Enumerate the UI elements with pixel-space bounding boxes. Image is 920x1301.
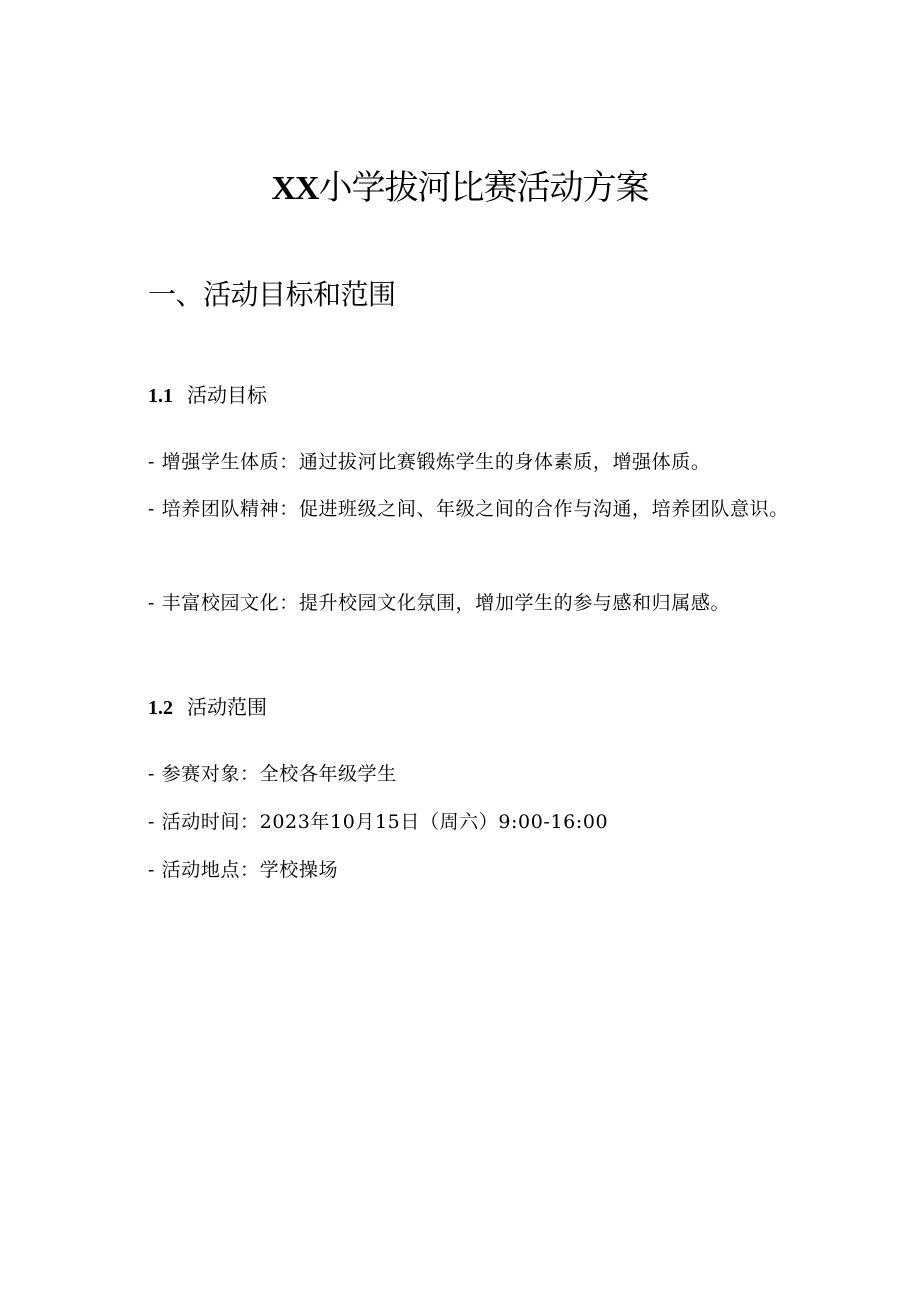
scope-item: - 活动时间：2023年10月15日（周六）9:00-16:00 bbox=[148, 811, 609, 833]
section-heading-1: 一、活动目标和范围 bbox=[148, 278, 396, 311]
subsection-number: 1.1 bbox=[148, 385, 173, 407]
subsection-number: 1.2 bbox=[148, 697, 173, 719]
scope-item: - 参赛对象：全校各年级学生 bbox=[148, 763, 397, 785]
title-prefix: XX bbox=[271, 170, 319, 207]
subsection-heading-1-1 bbox=[148, 380, 267, 411]
scope-item: - 活动地点：学校操场 bbox=[148, 859, 339, 881]
goal-item: - 增强学生体质：通过拔河比赛锻炼学生的身体素质，增强体质。 bbox=[148, 451, 711, 473]
subsection-label: 活动范围 bbox=[187, 695, 267, 719]
subsection-heading-1-2 bbox=[148, 692, 267, 723]
title-text: 小学拔河比赛活动方案 bbox=[318, 168, 649, 208]
subsection-label: 活动目标 bbox=[187, 383, 267, 407]
goal-item: - 丰富校园文化：提升校园文化氛围，增加学生的参与感和归属感。 bbox=[148, 592, 731, 614]
goal-item: - 培养团队精神：促进班级之间、年级之间的合作与沟通，培养团队意识。 bbox=[148, 498, 789, 520]
document-title bbox=[0, 163, 920, 214]
